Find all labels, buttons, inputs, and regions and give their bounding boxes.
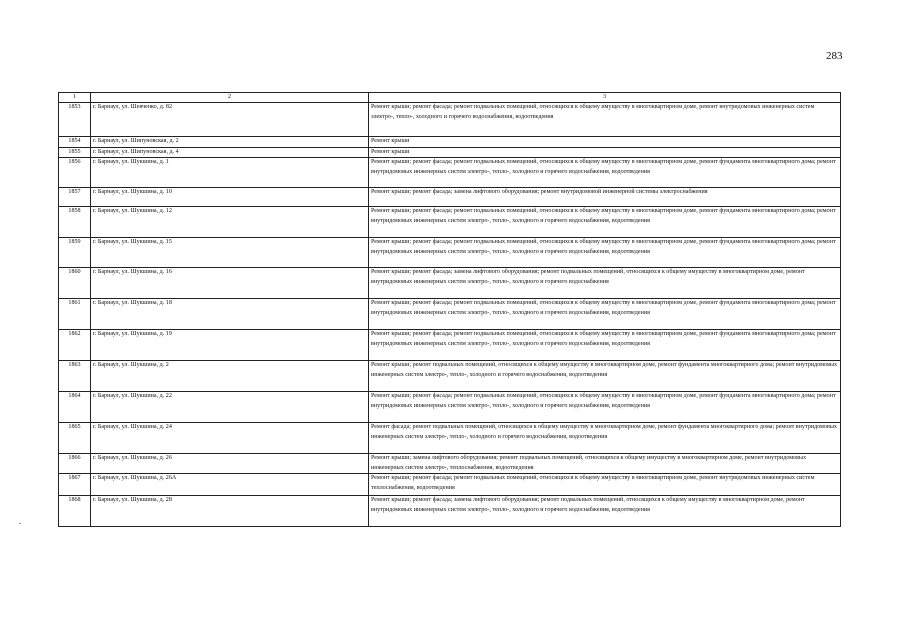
row-works: Ремонт крыши; ремонт подвальных помещений, относящихся к общему имуществу в многоквартирном доме, ремонт фундамента многоквартирного дома; ремонт внутридомовых инженерных систем электро-, тепло-, холодного и горячего водоснабжения, водоотведения bbox=[369, 361, 841, 392]
row-address: г. Барнаул, ул. Шевченко, д. 82 bbox=[91, 103, 369, 137]
table-row bbox=[59, 330, 841, 361]
table-row bbox=[59, 207, 841, 238]
table-row bbox=[59, 103, 841, 137]
row-works: Ремонт крыши; замена лифтового оборудования; ремонт подвальных помещений, относящихся к общему имуществу в многоквартирном доме, ремонт внутридомовых инженерных систем электро-, теплоснабжения, водоотведения bbox=[369, 454, 841, 474]
row-number: 1855 bbox=[59, 147, 91, 158]
row-number: 1858 bbox=[59, 207, 91, 238]
row-number: 1864 bbox=[59, 392, 91, 423]
row-address: г. Барнаул, ул. Шукшина, д. 26 bbox=[91, 454, 369, 474]
row-number: 1854 bbox=[59, 137, 91, 148]
header-col-1: 1 bbox=[59, 93, 91, 103]
row-number: 1863 bbox=[59, 361, 91, 392]
row-number: 1866 bbox=[59, 454, 91, 474]
row-number: 1867 bbox=[59, 474, 91, 496]
row-address: г. Барнаул, ул. Шукшина, д. 18 bbox=[91, 299, 369, 330]
table-row bbox=[59, 496, 841, 527]
table-row bbox=[59, 392, 841, 423]
row-number: 1860 bbox=[59, 268, 91, 299]
table-row bbox=[59, 158, 841, 188]
table-row bbox=[59, 474, 841, 496]
row-works: Ремонт крыши; ремонт фасада; ремонт подвальных помещений, относящихся к общему имуществу в многоквартирном доме, ремонт внутридомовых инженерных систем теплоснабжения, водоотведения bbox=[369, 474, 841, 496]
table-row bbox=[59, 454, 841, 474]
row-address: г. Барнаул, ул. Шипуновская, д. 2 bbox=[91, 137, 369, 148]
table-row bbox=[59, 137, 841, 148]
table-row bbox=[59, 147, 841, 158]
row-address: г. Барнаул, ул. Шукшина, д. 24 bbox=[91, 423, 369, 454]
row-number: 1857 bbox=[59, 188, 91, 207]
row-address: г. Барнаул, ул. Шукшина, д. 22 bbox=[91, 392, 369, 423]
table-row bbox=[59, 299, 841, 330]
row-number: 1859 bbox=[59, 238, 91, 268]
row-works: Ремонт фасада; ремонт подвальных помещений, относящихся к общему имуществу в многоквартирном доме, ремонт фундамента многоквартирного дома; ремонт внутридомовых инженерных систем электро-, тепло-, холодного и горячего водоснабжения, водоотведения bbox=[369, 423, 841, 454]
row-number: 1856 bbox=[59, 158, 91, 188]
row-works: Ремонт крыши; ремонт фасада; ремонт подвальных помещений, относящихся к общему имуществу в многоквартирном доме, ремонт фундамента многоквартирного дома; ремонт внутридомовых инженерных систем электро-, тепло-, холодного и горячего водоснабжения, водоотведения bbox=[369, 238, 841, 268]
row-number: 1861 bbox=[59, 299, 91, 330]
row-address: г. Барнаул, ул. Шукшина, д. 2 bbox=[91, 361, 369, 392]
row-works: Ремонт крыши; ремонт фасада; ремонт подвальных помещений, относящихся к общему имуществу в многоквартирном доме, ремонт внутридомовых инженерных систем электро-, тепло-, холодного и горячего водоснабжения, водоотведения bbox=[369, 103, 841, 137]
page-number: 283 bbox=[826, 50, 843, 62]
row-number: 1865 bbox=[59, 423, 91, 454]
table-row bbox=[59, 268, 841, 299]
repair-registry-table bbox=[58, 92, 841, 527]
header-col-2: 2 bbox=[91, 93, 369, 103]
row-address: г. Барнаул, ул. Шукшина, д. 28 bbox=[91, 496, 369, 527]
table-row bbox=[59, 361, 841, 392]
row-works: Ремонт крыши; ремонт фасада; ремонт подвальных помещений, относящихся к общему имуществу в многоквартирном доме, ремонт фундамента многоквартирного дома; ремонт внутридомовых инженерных систем электро-, тепло-, холодного и горячего водоснабжения, водоотведения bbox=[369, 207, 841, 238]
row-address: г. Барнаул, ул. Шукшина, д. 10 bbox=[91, 188, 369, 207]
row-number: 1862 bbox=[59, 330, 91, 361]
table-row bbox=[59, 238, 841, 268]
row-number: 1868 bbox=[59, 496, 91, 527]
row-address: г. Барнаул, ул. Шукшина, д. 26А bbox=[91, 474, 369, 496]
row-works: Ремонт крыши; ремонт фасада; ремонт подвальных помещений, относящихся к общему имуществу в многоквартирном доме, ремонт фундамента многоквартирного дома; ремонт внутридомовых инженерных систем электро-, тепло-, холодного и горячего водоснабжения, водоотведения bbox=[369, 158, 841, 188]
row-address: г. Барнаул, ул. Шукшина, д. 19 bbox=[91, 330, 369, 361]
margin-mark: - bbox=[19, 519, 22, 527]
row-address: г. Барнаул, ул. Шукшина, д. 16 bbox=[91, 268, 369, 299]
header-col-3: 3 bbox=[369, 93, 841, 103]
row-works: Ремонт крыши; ремонт фасада; ремонт подвальных помещений, относящихся к общему имуществу в многоквартирном доме, ремонт фундамента многоквартирного дома; ремонт внутридомовых инженерных систем электро-, тепло-, холодного и горячего водоснабжения, водоотведения bbox=[369, 299, 841, 330]
row-address: г. Барнаул, ул. Шипуновская, д. 4 bbox=[91, 147, 369, 158]
row-works: Ремонт крыши; ремонт фасада; ремонт подвальных помещений, относящихся к общему имуществу в многоквартирном доме, ремонт фундамента многоквартирного дома; ремонт внутридомовых инженерных систем электро-, тепло-, холодного и горячего водоснабжения, водоотведения bbox=[369, 330, 841, 361]
table-row bbox=[59, 188, 841, 207]
row-works: Ремонт крыши; ремонт фасада; замена лифтового оборудования; ремонт подвальных помещений, относящихся к общему имуществу в многоквартирном доме, ремонт внутридомовых инженерных систем электро-, тепло-, холодного и горячего водоснабжения bbox=[369, 268, 841, 299]
row-works: Ремонт крыши; ремонт фасада; ремонт подвальных помещений, относящихся к общему имуществу в многоквартирном доме, ремонт фундамента многоквартирного дома; ремонт внутридомовых инженерных систем электро-, тепло-, холодного и горячего водоснабжения, водоотведения bbox=[369, 392, 841, 423]
row-works: Ремонт крыши bbox=[369, 147, 841, 158]
row-address: г. Барнаул, ул. Шукшина, д. 1 bbox=[91, 158, 369, 188]
row-works: Ремонт крыши; ремонт фасада; замена лифтового оборудования; ремонт подвальных помещений, относящихся к общему имуществу в многоквартирном доме, ремонт внутридомовых инженерных систем электро-, тепло-, холодного и горячего водоснабжения, водоотведения bbox=[369, 496, 841, 527]
table-row bbox=[59, 423, 841, 454]
row-works: Ремонт крыши; ремонт фасада; замена лифтового оборудования; ремонт внутридомовой инженерной системы электроснабжения bbox=[369, 188, 841, 207]
row-number: 1853 bbox=[59, 103, 91, 137]
row-address: г. Барнаул, ул. Шукшина, д. 12 bbox=[91, 207, 369, 238]
row-address: г. Барнаул, ул. Шукшина, д. 15 bbox=[91, 238, 369, 268]
table-header-row bbox=[59, 93, 841, 103]
row-works: Ремонт крыши bbox=[369, 137, 841, 148]
